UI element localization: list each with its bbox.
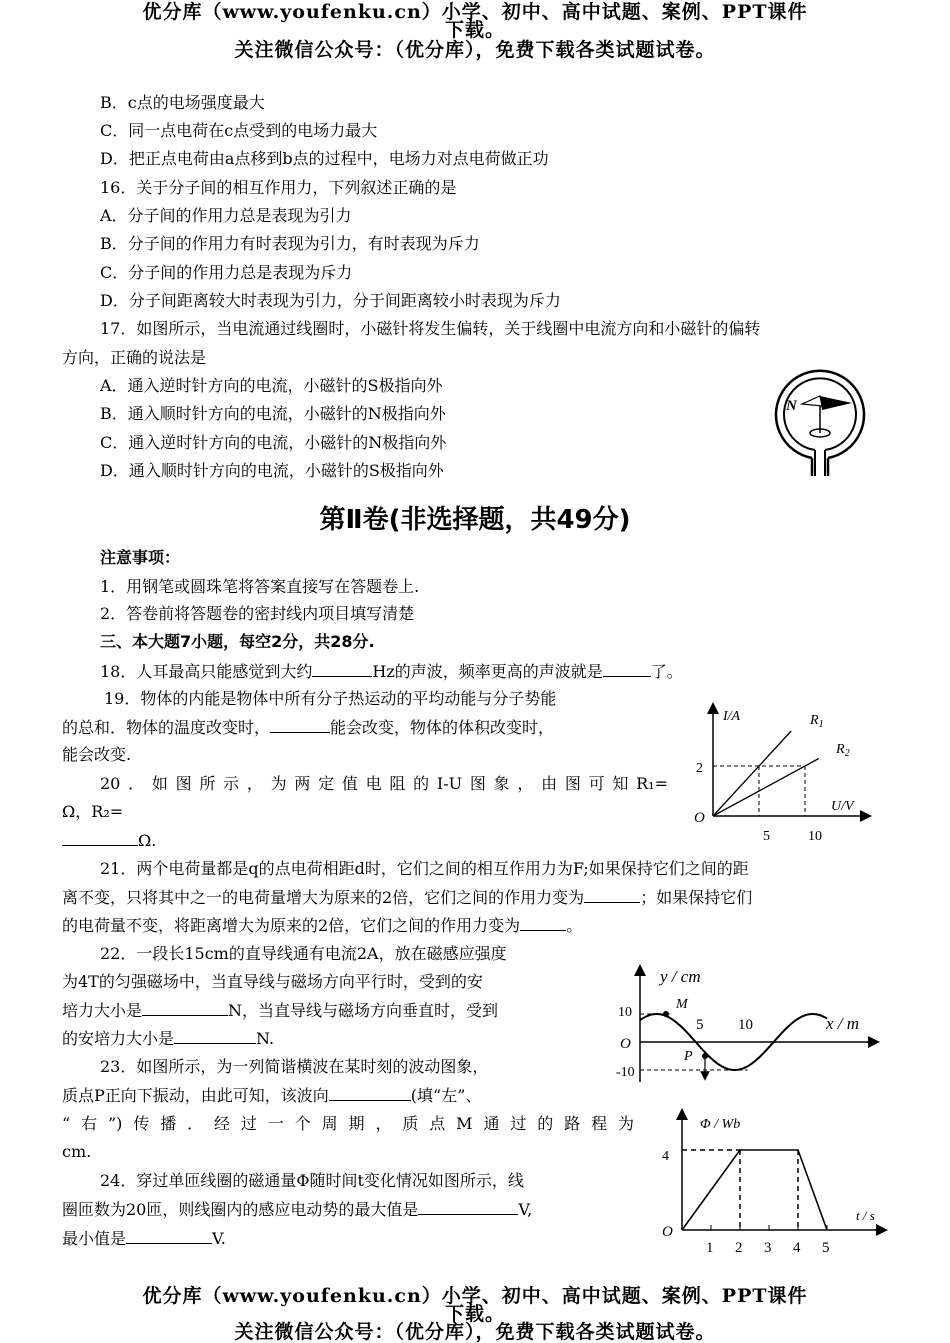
q21-line-2 xyxy=(62,886,752,909)
q24-text-3b: V. xyxy=(212,1229,226,1248)
notice-heading: 注意事项： xyxy=(100,548,181,567)
q20-line-2: Ω，R₂= xyxy=(62,802,124,821)
iu-ytick-2: 2 xyxy=(696,761,703,776)
flux-ytick-4: 4 xyxy=(662,1149,669,1164)
q19-line-3: 能会改变. xyxy=(62,745,132,764)
q22-text-3a: 培力大小是 xyxy=(62,1001,143,1020)
section-title: 第Ⅱ卷(非选择题，共49分) xyxy=(319,505,631,535)
wave-x-label: x / m xyxy=(826,1014,860,1033)
q22-text-3b: N，当直导线与磁场方向垂直时，受到 xyxy=(228,1001,499,1020)
q21-line-3 xyxy=(62,914,582,937)
q17-option-c: C．通入逆时针方向的电流，小磁针的N极指向外 xyxy=(100,433,447,452)
q22-text-4a: 的安培力大小是 xyxy=(62,1029,175,1048)
q22-line-2: 为4T的匀强磁场中，当直导线与磁场方向平行时，受到的安 xyxy=(62,972,483,991)
q19-line-2 xyxy=(62,716,554,739)
q24-text-3a: 最小值是 xyxy=(62,1229,127,1248)
footer-line-1: 优分库（www.youfenku.cn）小学、初中、高中试题、案例、PPT课件 xyxy=(142,1285,808,1307)
q24-text-2a: 圈匝数为20匝，则线圈内的感应电动势的最大值是 xyxy=(62,1200,419,1219)
q23-line-4: cm. xyxy=(62,1142,92,1161)
header-line-1: 优分库（www.youfenku.cn）小学、初中、高中试题、案例、PPT课件 xyxy=(142,1,808,23)
q17-stem-2: 方向，正确的说法是 xyxy=(62,348,207,367)
q17-stem-1: 17．如图所示，当电流通过线圈时，小磁针将发生偏转，关于线圈中电流方向和小磁针的偏转 xyxy=(100,319,761,338)
q24-line-2 xyxy=(62,1198,532,1221)
wave-point-m xyxy=(663,1011,669,1017)
flux-origin: O xyxy=(662,1224,673,1240)
q24-blank-1[interactable] xyxy=(418,1198,518,1215)
notice-1: 1．用钢笔或圆珠笔将答案直接写在答题卷上. xyxy=(100,577,420,596)
q19-text-2a: 的总和．物体的温度改变时， xyxy=(62,718,271,737)
q23-text-2b: (填“左”、 xyxy=(410,1086,482,1105)
q22-line-1: 22．一段长15cm的直导线通有电流2A，放在磁感应强度 xyxy=(100,944,507,963)
q18-blank-1[interactable] xyxy=(312,660,372,677)
header-line-2: 关注微信公众号：（优分库），免费下载各类试题试卷。 xyxy=(234,39,716,61)
q21-text-2b: ；如果保持它们 xyxy=(640,888,753,907)
q23-text-2a: 质点P正向下振动，由此可知，该波向 xyxy=(62,1086,329,1105)
q24-line-1: 24．穿过单匝线圈的磁通量Φ随时间t变化情况如图所示，线 xyxy=(100,1171,524,1190)
iu-y-label: I/A xyxy=(723,709,741,724)
footer-line-2: 关注微信公众号：（优分库），免费下载各类试题试卷。 xyxy=(234,1321,716,1343)
wave-origin: O xyxy=(620,1036,631,1052)
q23-line-3: “右”)传播．经过一个周期，质点M通过的路程为 xyxy=(62,1114,634,1133)
q18-blank-2[interactable] xyxy=(603,660,651,677)
q15-option-b: B．c点的电场强度最大 xyxy=(100,93,265,112)
wave-p-label: P xyxy=(684,1049,693,1064)
wave-xtick-10: 10 xyxy=(738,1017,753,1033)
q16-option-b: B．分子间的作用力有时表现为引力，有时表现为斥力 xyxy=(100,234,480,253)
iu-origin: O xyxy=(694,810,705,826)
iu-line-r1 xyxy=(713,731,791,816)
wave-y-label: y / cm xyxy=(660,967,701,986)
iu-graph xyxy=(686,700,878,850)
notice-2: 2．答卷前将答题卷的密封线内项目填写清楚 xyxy=(100,604,415,623)
q15-option-c: C．同一点电荷在c点受到的电场力最大 xyxy=(100,121,378,140)
q22-text-4b: N. xyxy=(256,1029,275,1048)
iu-xtick-5: 5 xyxy=(763,829,770,844)
q19-text-2b: 能会改变，物体的体积改变时， xyxy=(330,718,555,737)
q24-text-2b: V, xyxy=(518,1200,533,1219)
header-line-1b: 下载。 xyxy=(444,19,505,41)
q18-text-1: 18．人耳最高只能感觉到大约 xyxy=(100,662,313,681)
iu-xtick-10: 10 xyxy=(808,829,822,844)
q23-blank-1[interactable] xyxy=(329,1084,411,1101)
q18 xyxy=(100,660,683,683)
q22-line-4 xyxy=(62,1027,274,1050)
q16-option-c: C．分子间的作用力总是表现为斥力 xyxy=(100,263,353,282)
wave-ytick-10: 10 xyxy=(618,1005,632,1020)
q17-option-b: B．通入顺时针方向的电流，小磁针的N极指向外 xyxy=(100,404,446,423)
q22-blank-2[interactable] xyxy=(174,1027,256,1044)
q19-blank-1[interactable] xyxy=(270,716,330,733)
needle-s-end xyxy=(820,396,852,410)
q20-line-3 xyxy=(62,829,156,852)
q24-line-3 xyxy=(62,1227,226,1250)
iu-x-label: U/V xyxy=(831,799,854,814)
q16-option-d: D．分子间距离较大时表现为引力，分于间距离较小时表现为斥力 xyxy=(100,291,561,310)
iu-line-r2 xyxy=(713,759,819,817)
flux-xtick-label-3: 3 xyxy=(764,1240,772,1256)
iu-r2-label: $R_2$ xyxy=(836,742,850,759)
q19-line-1: 19．物体的内能是物体中所有分子热运动的平均动能与分子势能 xyxy=(104,689,557,708)
coil-compass-figure xyxy=(770,358,870,478)
flux-xtick-label-2: 2 xyxy=(735,1240,743,1256)
q16-option-a: A．分子间的作用力总是表现为引力 xyxy=(100,206,352,225)
wave-graph xyxy=(612,960,884,1084)
q23-line-2 xyxy=(62,1084,481,1107)
q22-line-3 xyxy=(62,999,498,1022)
q18-text-3: 了。 xyxy=(650,662,683,681)
q16-stem: 16．关于分子间的相互作用力，下列叙述正确的是 xyxy=(100,178,457,197)
q21-text-3b: 。 xyxy=(566,916,583,935)
flux-xtick-label-5: 5 xyxy=(822,1240,830,1256)
wave-ytick-neg10: -10 xyxy=(616,1065,635,1080)
flux-xtick-label-4: 4 xyxy=(793,1240,801,1256)
q18-text-2: Hz的声波，频率更高的声波就是 xyxy=(372,662,603,681)
flux-y-label: Φ / Wb xyxy=(700,1117,741,1132)
q21-text-3a: 的电荷量不变，将距离增大为原来的2倍，它们之间的作用力变为 xyxy=(62,916,521,935)
flux-x-label: t / s xyxy=(856,1208,875,1223)
wave-xtick-5: 5 xyxy=(696,1017,704,1033)
q20-text-3: Ω. xyxy=(138,831,157,850)
q22-blank-1[interactable] xyxy=(142,999,228,1016)
q17-option-d: D．通入顺时针方向的电流，小磁针的S极指向外 xyxy=(100,461,444,480)
footer-line-1b: 下载。 xyxy=(444,1303,505,1325)
q15-option-d: D．把正点电荷由a点移到b点的过程中，电场力对点电荷做正功 xyxy=(100,149,549,168)
q17-option-a: A．通入逆时针方向的电流，小磁针的S极指向外 xyxy=(100,376,443,395)
q21-blank-2[interactable] xyxy=(520,914,566,931)
q20-blank[interactable] xyxy=(62,829,138,846)
needle-n-label: N xyxy=(786,398,797,414)
q21-line-1: 21．两个电荷量都是q的点电荷相距d时，它们之间的相互作用力为F;如果保持它们之间的距 xyxy=(100,859,749,878)
q21-text-2a: 离不变，只将其中之一的电荷量增大为原来的2倍，它们之间的作用力变为 xyxy=(62,888,585,907)
iu-r1-label: $R_1$ xyxy=(810,713,824,730)
needle-n-end xyxy=(802,396,822,406)
q21-blank-1[interactable] xyxy=(584,886,640,903)
flux-graph xyxy=(650,1108,892,1266)
part-3-heading: 三、本大题7小题，每空2分，共28分. xyxy=(100,632,375,651)
q20-line-1: 20．如图所示，为两定值电阻的I-U图象，由图可知R₁= xyxy=(100,774,668,793)
q23-line-1: 23．如图所示，为一列简谐横波在某时刻的波动图象， xyxy=(100,1057,489,1076)
flux-line xyxy=(682,1150,827,1230)
wave-m-label: M xyxy=(676,997,688,1012)
q24-blank-2[interactable] xyxy=(126,1227,212,1244)
flux-xtick-label-1: 1 xyxy=(706,1240,714,1256)
